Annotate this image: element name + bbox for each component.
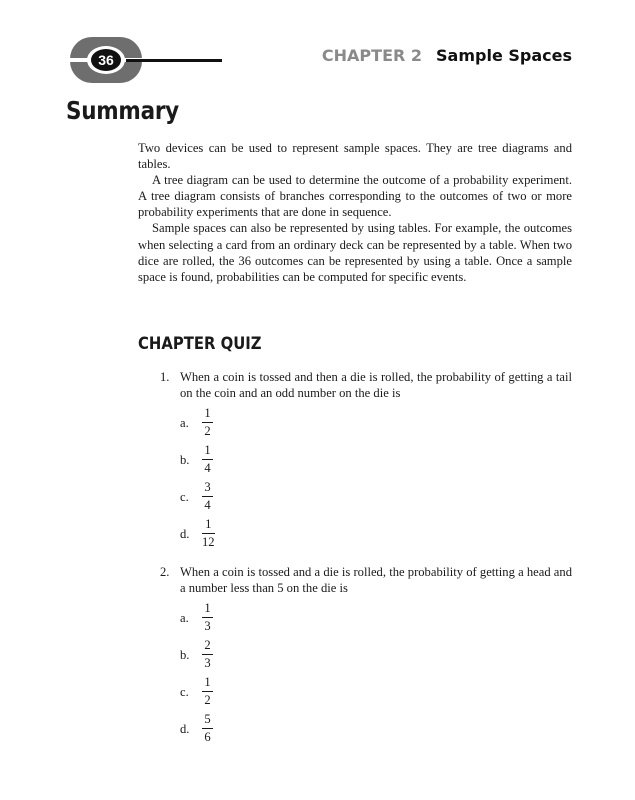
fraction-bar [202, 654, 213, 655]
summary-heading: Summary [66, 96, 179, 125]
question-text: When a coin is tossed and then a die is rolled, the probability of getting a tail on the coin and an odd number on the die is [180, 370, 572, 401]
fraction-denominator: 6 [204, 730, 211, 744]
option-label: d. [180, 527, 190, 541]
fraction-denominator: 3 [204, 619, 211, 633]
option-label: a. [180, 611, 189, 625]
fraction-bar [202, 617, 213, 618]
fraction-numerator: 1 [205, 517, 212, 531]
fraction-denominator: 12 [202, 535, 215, 549]
summary-paragraph: A tree diagram can be used to determine the outcome of a probability experiment. A tree diagram consists of branches corresponding to the outcomes of two or more probability experiments that are done in sequence. [138, 173, 572, 220]
running-head [322, 46, 572, 65]
fraction-numerator: 1 [204, 675, 211, 689]
fraction-denominator: 2 [204, 693, 211, 707]
fraction-denominator: 4 [204, 498, 211, 512]
header-rule [126, 59, 222, 62]
fraction-bar [202, 533, 215, 534]
fraction-numerator: 3 [204, 480, 211, 494]
option-fraction [202, 675, 213, 707]
option-fraction [202, 712, 213, 744]
summary-paragraph: Two devices can be used to represent sample spaces. They are tree diagrams and tables. [138, 141, 572, 172]
fraction-numerator: 2 [204, 638, 211, 652]
fraction-bar [202, 496, 213, 497]
fraction-denominator: 3 [204, 656, 211, 670]
option-label: c. [180, 685, 189, 699]
fraction-numerator: 5 [204, 712, 211, 726]
option-label: a. [180, 416, 189, 430]
fraction-bar [202, 691, 213, 692]
quiz-heading: CHAPTER QUIZ [138, 334, 262, 353]
option-label: b. [180, 648, 190, 662]
question-number: 1. [160, 370, 170, 384]
option-fraction [202, 480, 213, 512]
chapter-label: CHAPTER 2 [321, 46, 423, 65]
quiz-question-2 [160, 564, 572, 596]
fraction-denominator: 4 [204, 461, 211, 475]
option-fraction [202, 443, 213, 475]
option-fraction [202, 406, 213, 438]
summary-paragraph: Sample spaces can also be represented by using tables. For example, the outcomes when selecting a card from an ordinary deck can be represented by a table. When two dice are rolled, the 36 outcomes can be represented by using a table. Once a sample space is found, probabilities can be computed for specific events. [138, 221, 572, 284]
fraction-bar [202, 728, 213, 729]
option-fraction [202, 601, 213, 633]
option-label: c. [180, 490, 189, 504]
question-number: 2. [160, 565, 170, 579]
fraction-numerator: 1 [204, 406, 211, 420]
fraction-bar [202, 459, 213, 460]
page-number: 36 [91, 49, 121, 71]
fraction-numerator: 1 [204, 443, 211, 457]
fraction-bar [202, 422, 213, 423]
summary-body [138, 140, 572, 285]
option-fraction [202, 517, 215, 549]
option-label: b. [180, 453, 190, 467]
chapter-title: Sample Spaces [436, 46, 572, 65]
fraction-denominator: 2 [204, 424, 211, 438]
question-text: When a coin is tossed and a die is rolled, the probability of getting a head and a number less than 5 on the die is [180, 565, 572, 596]
option-fraction [202, 638, 213, 670]
quiz-question-1 [160, 369, 572, 401]
option-label: d. [180, 722, 190, 736]
fraction-numerator: 1 [204, 601, 211, 615]
